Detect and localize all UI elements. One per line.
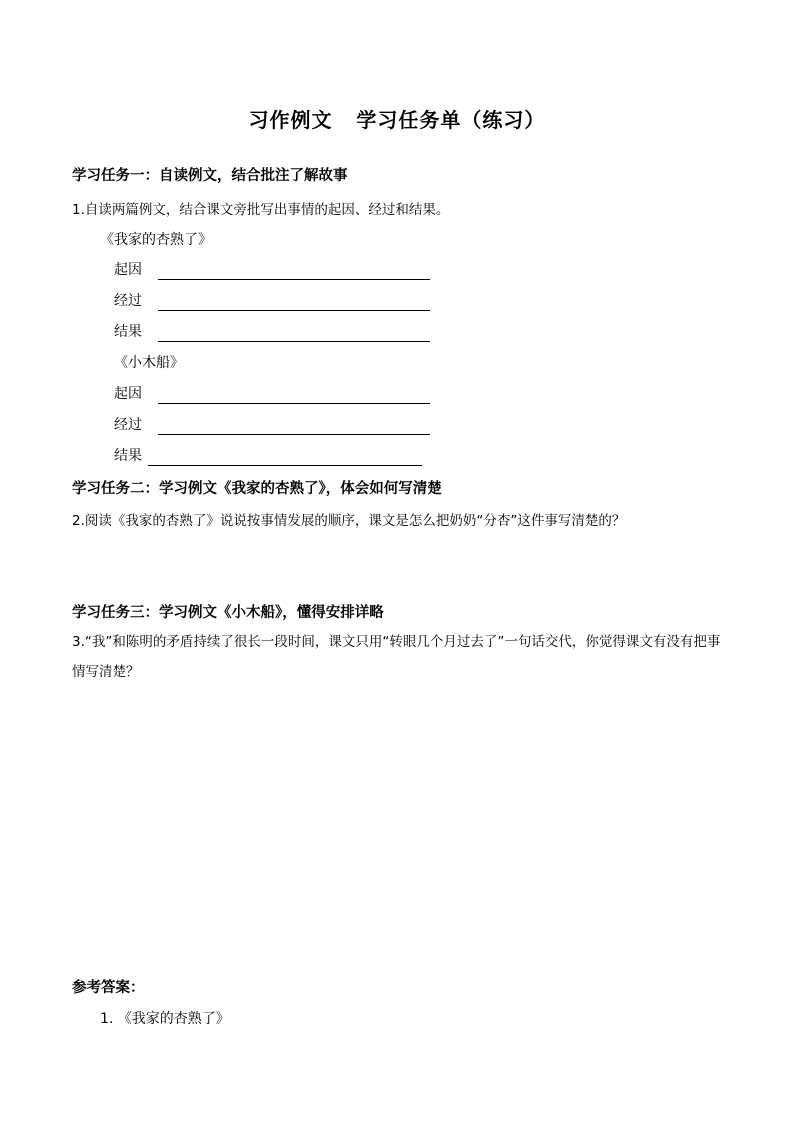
story1-process-blank[interactable] <box>158 292 430 311</box>
story2-title: 《小木船》 <box>114 355 184 371</box>
answers-heading: 参考答案： <box>72 980 145 996</box>
task1-instruction: 1.自读两篇例文，结合课文旁批写出事情的起因、经过和结果。 <box>72 202 450 218</box>
story1-process-label: 经过 <box>114 293 142 309</box>
story2-result-row <box>114 444 422 466</box>
answer-item-1: 1. 《我家的杏熟了》 <box>100 1011 230 1027</box>
task3-question: 3.“我”和陈明的矛盾持续了很长一段时间，课文只用“转眼几个月过去了”一句话交代，你觉得课文有没有把事情写清楚？ <box>72 634 721 680</box>
story2-process-label: 经过 <box>114 417 142 433</box>
story1-cause-row <box>114 258 430 280</box>
story2-cause-label: 起因 <box>114 386 142 402</box>
story1-result-blank[interactable] <box>158 323 430 342</box>
story2-result-label: 结果 <box>114 448 142 464</box>
story2-cause-blank[interactable] <box>158 385 430 404</box>
task3-heading: 学习任务三：学习例文《小木船》，懂得安排详略 <box>72 605 384 621</box>
task2-heading: 学习任务二：学习例文《我家的杏熟了》，体会如何写清楚 <box>72 481 442 497</box>
story2-result-blank[interactable] <box>148 447 422 466</box>
story2-process-blank[interactable] <box>158 416 430 435</box>
story1-cause-blank[interactable] <box>158 261 430 280</box>
task1-heading: 学习任务一：自读例文，结合批注了解故事 <box>72 168 348 184</box>
story1-cause-label: 起因 <box>114 262 142 278</box>
story1-result-row <box>114 320 430 342</box>
story1-result-label: 结果 <box>114 324 142 340</box>
page-title: 习作例文 学习任务单（练习） <box>248 108 546 132</box>
task2-question: 2.阅读《我家的杏熟了》说说按事情发展的顺序，课文是怎么把奶奶“分杏”这件事写清楚的？ <box>72 513 626 529</box>
story2-cause-row <box>114 382 430 404</box>
story1-title: 《我家的杏熟了》 <box>100 232 212 248</box>
story1-process-row <box>114 289 430 311</box>
story2-process-row <box>114 413 430 435</box>
